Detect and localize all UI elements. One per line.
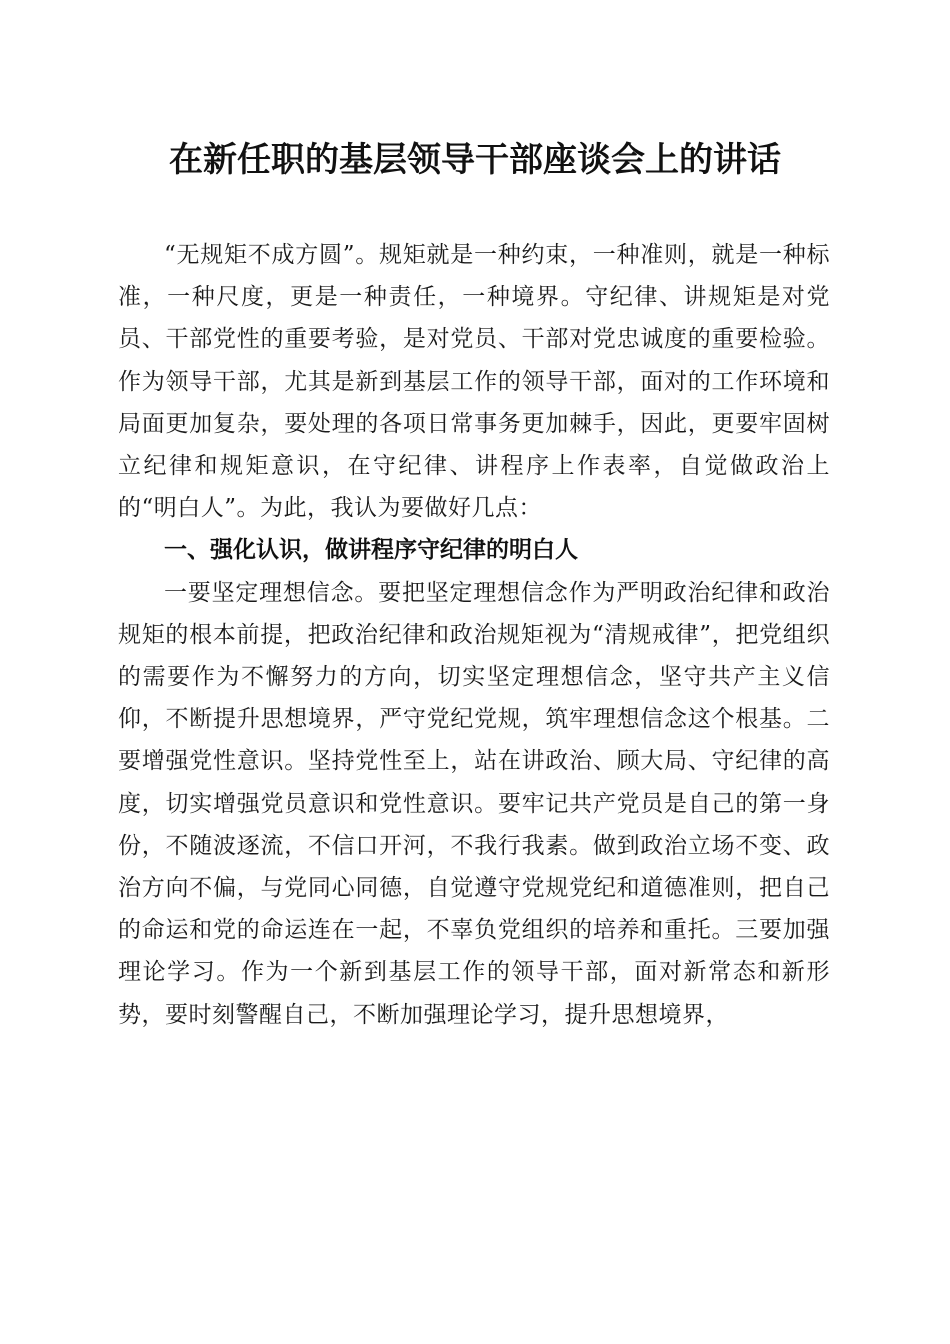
section-paragraph: 一要坚定理想信念。要把坚定理想信念作为严明政治纪律和政治规矩的根本前提，把政治纪律和政治规矩视为“清规戒律”，把党组织的需要作为不懈努力的方向，切实坚定理想信念，坚守共产主义信仰，不断提升思想境界，严守党纪党规，筑牢理想信念这个根基。二要增强党性意识。坚持党性至上，站在讲政治、顾大局、守纪律的高度，切实增强党员意识和党性意识。要牢记共产党员是自己的第一身份，不随波逐流，不信口开河，不我行我素。做到政治立场不变、政治方向不偏，与党同心同德，自觉遵守党规党纪和道德准则，把自己的命运和党的命运连在一起，不辜负党组织的培养和重托。三要加强理论学习。作为一个新到基层工作的领导干部，面对新常态和新形势，要时刻警醒自己，不断加强理论学习，提升思想境界， <box>118 579 830 1028</box>
section-heading: 一、强化认识，做讲程序守纪律的明白人 <box>164 537 578 564</box>
document-body <box>118 234 830 1036</box>
intro-paragraph: “无规矩不成方圆”。规矩就是一种约束，一种准则，就是一种标准，一种尺度，更是一种责任，一种境界。守纪律、讲规矩是对党员、干部党性的重要考验，是对党员、干部对党忠诚度的重要检验。作为领导干部，尤其是新到基层工作的领导干部，面对的工作环境和局面更加复杂，要处理的各项日常事务更加棘手，因此，更要牢固树立纪律和规矩意识，在守纪律、讲程序上作表率，自觉做政治上的“明白人”。为此，我认为要做好几点： <box>118 242 830 522</box>
document-title: 在新任职的基层领导干部座谈会上的讲话 <box>169 140 781 180</box>
